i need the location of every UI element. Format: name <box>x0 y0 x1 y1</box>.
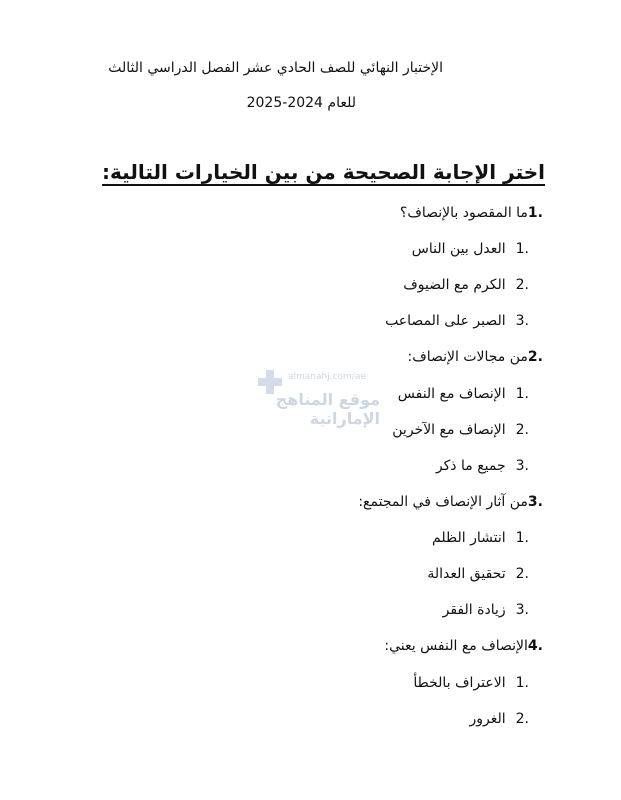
option-text: الصبر على المصاعب <box>385 313 506 329</box>
question-number: .2 <box>527 349 543 365</box>
option-number: .2 <box>515 566 529 582</box>
question-number: .1 <box>527 205 543 221</box>
option-2-3 <box>436 458 529 474</box>
option-text: الاعتراف بالخطأ <box>413 675 506 691</box>
option-2-2 <box>392 422 529 438</box>
option-3-3 <box>443 602 529 618</box>
option-number: .1 <box>515 675 529 691</box>
instruction-heading: اختر الإجابة الصحيحة من بين الخيارات التالية: <box>102 160 545 184</box>
question-text: من آثار الإنصاف في المجتمع: <box>358 494 528 510</box>
option-1-3 <box>385 313 529 329</box>
option-1-1 <box>412 241 529 257</box>
question-number: .3 <box>527 494 543 510</box>
exam-year: للعام 2024-2025 <box>246 95 356 111</box>
question-4 <box>384 638 543 654</box>
option-number: .1 <box>515 530 529 546</box>
question-3 <box>358 494 543 510</box>
exam-title: الإختبار النهائي للصف الحادي عشر الفصل الدراسي الثالث <box>108 60 443 76</box>
option-number: .3 <box>515 458 529 474</box>
option-2-1 <box>398 386 529 402</box>
question-text: الإنصاف مع النفس يعني: <box>384 638 528 654</box>
option-text: زيادة الفقر <box>442 602 506 618</box>
option-4-2 <box>469 711 529 727</box>
question-number: .4 <box>527 638 543 654</box>
option-text: الكرم مع الضيوف <box>403 277 506 293</box>
option-number: .3 <box>515 313 529 329</box>
option-number: .1 <box>515 386 529 402</box>
option-text: الإنصاف مع الآخرين <box>392 422 506 438</box>
option-text: انتشار الظلم <box>432 530 506 546</box>
option-text: الإنصاف مع النفس <box>397 386 506 402</box>
option-3-1 <box>432 530 529 546</box>
watermark-url: almanahj.com/ae <box>288 372 366 382</box>
option-number: .1 <box>515 241 529 257</box>
question-text: من مجالات الإنصاف: <box>407 349 528 365</box>
option-3-2 <box>427 566 529 582</box>
option-text: تحقيق العدالة <box>427 566 506 582</box>
option-1-2 <box>403 277 529 293</box>
question-2 <box>407 349 543 365</box>
option-number: .3 <box>515 602 529 618</box>
option-text: الغرور <box>469 711 506 727</box>
option-number: .2 <box>515 711 529 727</box>
question-1 <box>400 205 543 221</box>
option-text: جميع ما ذكر <box>435 458 506 474</box>
question-text: ما المقصود بالإنصاف؟ <box>399 205 528 221</box>
option-number: .2 <box>515 277 529 293</box>
option-4-1 <box>413 675 529 691</box>
watermark-name: موقع المناهج الإماراتية <box>275 390 380 428</box>
site-watermark <box>258 370 380 430</box>
option-text: العدل بين الناس <box>411 241 506 257</box>
option-number: .2 <box>515 422 529 438</box>
